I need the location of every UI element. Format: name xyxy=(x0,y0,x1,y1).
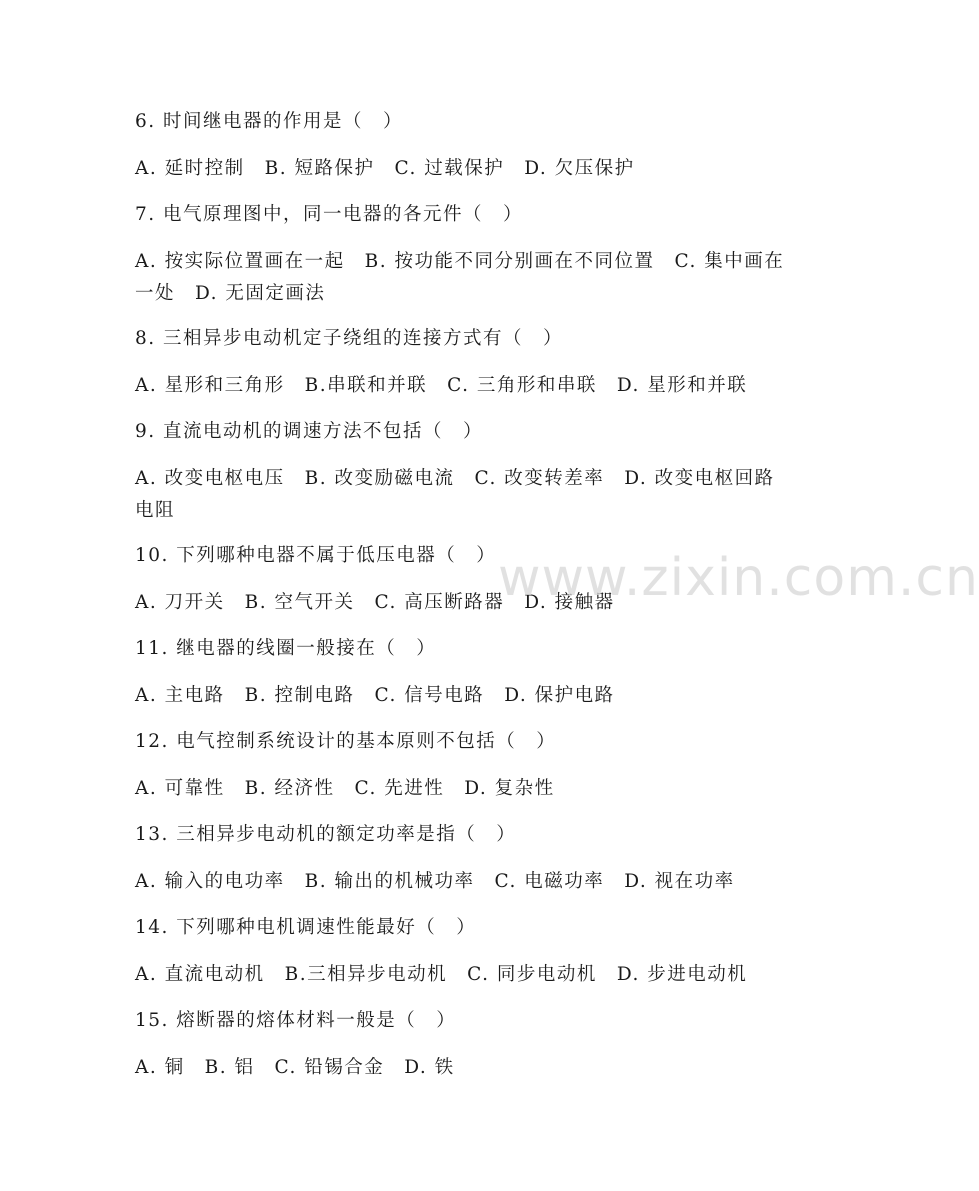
options-7: A. 按实际位置画在一起 B. 按功能不同分别画在不同位置 C. 集中画在一处 D. 无固定画法 xyxy=(135,251,785,304)
question-10: 10. 下列哪种电器不属于低压电器（ ） xyxy=(135,545,497,566)
question-6: 6. 时间继电器的作用是（ ） xyxy=(135,111,404,132)
question-13: 13. 三相异步电动机的额定功率是指（ ） xyxy=(135,824,517,845)
options-13: A. 输入的电功率 B. 输出的机械功率 C. 电磁功率 D. 视在功率 xyxy=(135,871,735,892)
question-8: 8. 三相异步电动机定子绕组的连接方式有（ ） xyxy=(135,328,564,349)
options-14: A. 直流电动机 B.三相异步电动机 C. 同步电动机 D. 步进电动机 xyxy=(135,964,748,985)
options-10: A. 刀开关 B. 空气开关 C. 高压断路器 D. 接触器 xyxy=(135,592,615,613)
question-14: 14. 下列哪种电机调速性能最好（ ） xyxy=(135,917,477,938)
question-12: 12. 电气控制系统设计的基本原则不包括（ ） xyxy=(135,731,557,752)
options-8: A. 星形和三角形 B.串联和并联 C. 三角形和串联 D. 星形和并联 xyxy=(135,375,748,396)
options-12: A. 可靠性 B. 经济性 C. 先进性 D. 复杂性 xyxy=(135,778,555,799)
options-15: A. 铜 B. 铝 C. 铅锡合金 D. 铁 xyxy=(135,1057,455,1078)
question-15: 15. 熔断器的熔体材料一般是（ ） xyxy=(135,1010,457,1031)
options-6: A. 延时控制 B. 短路保护 C. 过载保护 D. 欠压保护 xyxy=(135,158,635,179)
question-11: 11. 继电器的线圈一般接在（ ） xyxy=(135,638,437,659)
options-9: A. 改变电枢电压 B. 改变励磁电流 C. 改变转差率 D. 改变电枢回路电阻 xyxy=(135,468,775,521)
question-7: 7. 电气原理图中，同一电器的各元件（ ） xyxy=(135,204,524,225)
question-9: 9. 直流电动机的调速方法不包括（ ） xyxy=(135,421,484,442)
options-11: A. 主电路 B. 控制电路 C. 信号电路 D. 保护电路 xyxy=(135,685,615,706)
site-watermark: www.zixin.com.cn xyxy=(498,548,979,608)
